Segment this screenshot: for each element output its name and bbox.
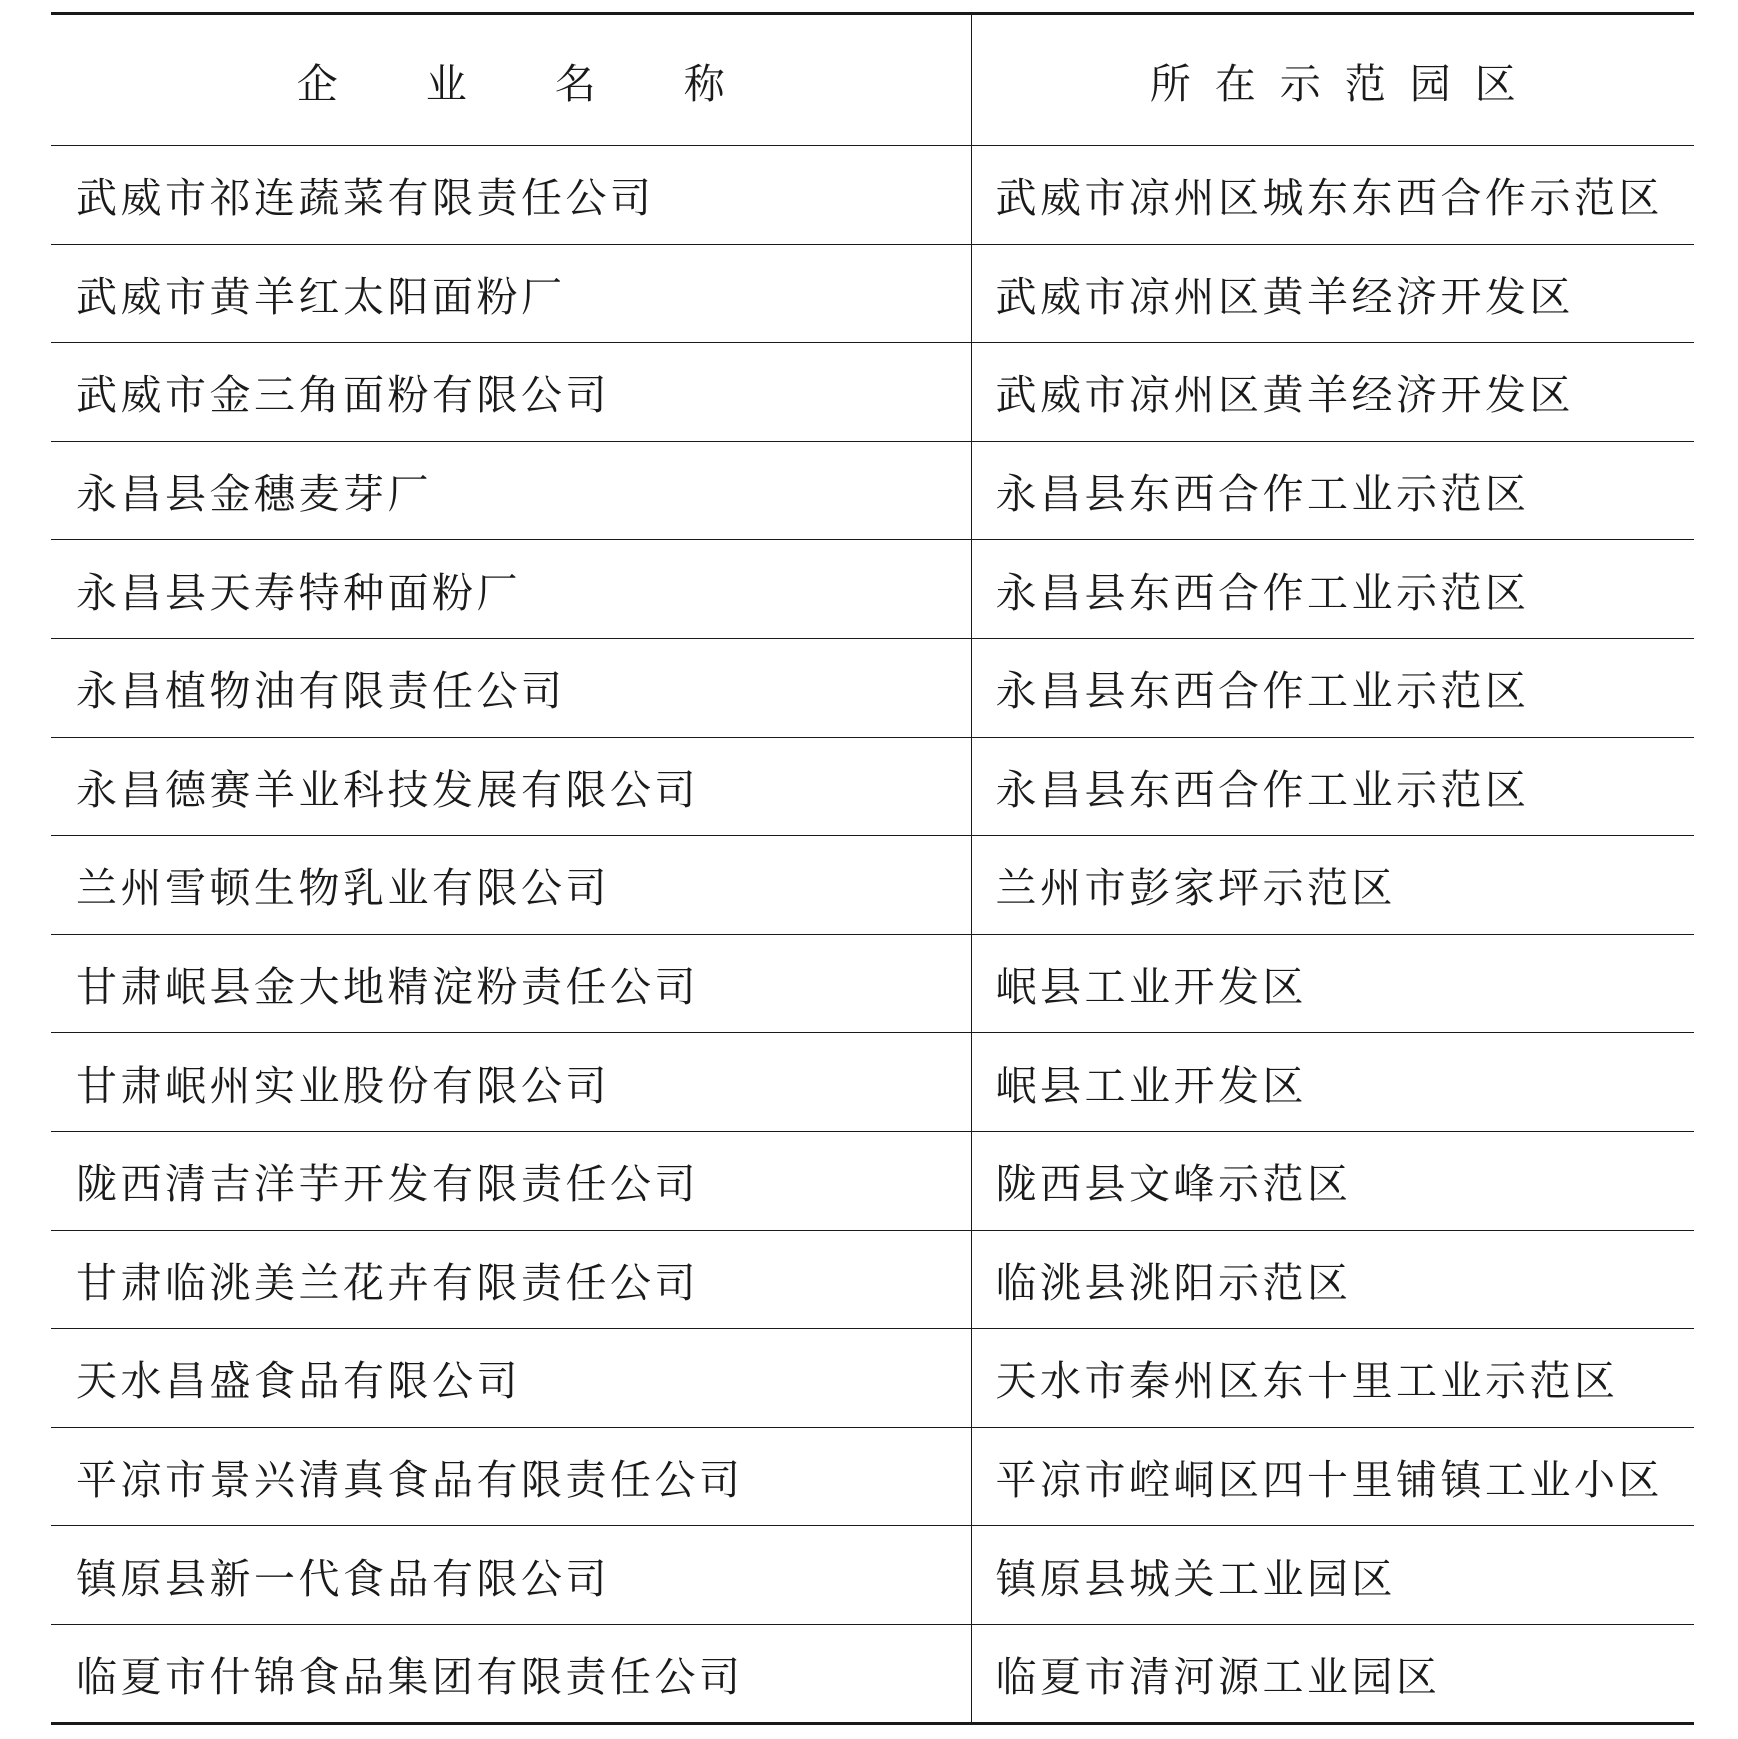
enterprise-name-cell: 武威市黄羊红太阳面粉厂	[51, 244, 971, 343]
table-row	[51, 343, 1694, 442]
table-row	[51, 146, 1694, 245]
enterprise-table	[51, 12, 1694, 1725]
enterprise-name-cell: 甘肃临洮美兰花卉有限责任公司	[51, 1230, 971, 1329]
demo-zone-cell: 永昌县东西合作工业示范区	[971, 540, 1694, 639]
enterprise-name-cell: 武威市金三角面粉有限公司	[51, 343, 971, 442]
table-row	[51, 441, 1694, 540]
enterprise-name-cell: 兰州雪顿生物乳业有限公司	[51, 836, 971, 935]
demo-zone-cell: 镇原县城关工业园区	[971, 1526, 1694, 1625]
table-row	[51, 934, 1694, 1033]
demo-zone-cell: 陇西县文峰示范区	[971, 1131, 1694, 1230]
enterprise-name-cell: 陇西清吉洋芋开发有限责任公司	[51, 1131, 971, 1230]
table-header	[51, 14, 1694, 146]
demo-zone-cell: 武威市凉州区城东东西合作示范区	[971, 146, 1694, 245]
demo-zone-cell: 平凉市崆峒区四十里铺镇工业小区	[971, 1427, 1694, 1526]
demo-zone-cell: 永昌县东西合作工业示范区	[971, 441, 1694, 540]
enterprise-name-cell: 永昌德赛羊业科技发展有限公司	[51, 737, 971, 836]
table-row	[51, 737, 1694, 836]
demo-zone-cell: 临夏市清河源工业园区	[971, 1624, 1694, 1723]
header-row	[51, 14, 1694, 146]
table-row	[51, 1427, 1694, 1526]
demo-zone-cell: 临洮县洮阳示范区	[971, 1230, 1694, 1329]
table-row	[51, 638, 1694, 737]
enterprise-name-cell: 武威市祁连蔬菜有限责任公司	[51, 146, 971, 245]
enterprise-name-cell: 临夏市什锦食品集团有限责任公司	[51, 1624, 971, 1723]
table-body	[51, 146, 1694, 1724]
table-row	[51, 244, 1694, 343]
enterprise-name-cell: 永昌植物油有限责任公司	[51, 638, 971, 737]
enterprise-name-cell: 天水昌盛食品有限公司	[51, 1329, 971, 1428]
table-row	[51, 836, 1694, 935]
demo-zone-cell: 兰州市彭家坪示范区	[971, 836, 1694, 935]
table-row	[51, 1131, 1694, 1230]
table-row	[51, 1624, 1694, 1723]
table-row	[51, 540, 1694, 639]
demo-zone-cell: 岷县工业开发区	[971, 1033, 1694, 1132]
table-row	[51, 1526, 1694, 1625]
enterprise-name-cell: 甘肃岷州实业股份有限公司	[51, 1033, 971, 1132]
table-row	[51, 1033, 1694, 1132]
enterprise-name-cell: 镇原县新一代食品有限公司	[51, 1526, 971, 1625]
table-row	[51, 1230, 1694, 1329]
enterprise-name-cell: 永昌县天寿特种面粉厂	[51, 540, 971, 639]
enterprise-name-cell: 平凉市景兴清真食品有限责任公司	[51, 1427, 971, 1526]
demo-zone-cell: 天水市秦州区东十里工业示范区	[971, 1329, 1694, 1428]
demo-zone-cell: 永昌县东西合作工业示范区	[971, 638, 1694, 737]
demo-zone-cell: 武威市凉州区黄羊经济开发区	[971, 244, 1694, 343]
demo-zone-cell: 岷县工业开发区	[971, 934, 1694, 1033]
table-row	[51, 1329, 1694, 1428]
header-enterprise-name: 企业名称	[51, 14, 971, 146]
demo-zone-cell: 永昌县东西合作工业示范区	[971, 737, 1694, 836]
demo-zone-cell: 武威市凉州区黄羊经济开发区	[971, 343, 1694, 442]
header-demo-zone: 所在示范园区	[971, 14, 1694, 146]
enterprise-name-cell: 永昌县金穗麦芽厂	[51, 441, 971, 540]
enterprise-name-cell: 甘肃岷县金大地精淀粉责任公司	[51, 934, 971, 1033]
